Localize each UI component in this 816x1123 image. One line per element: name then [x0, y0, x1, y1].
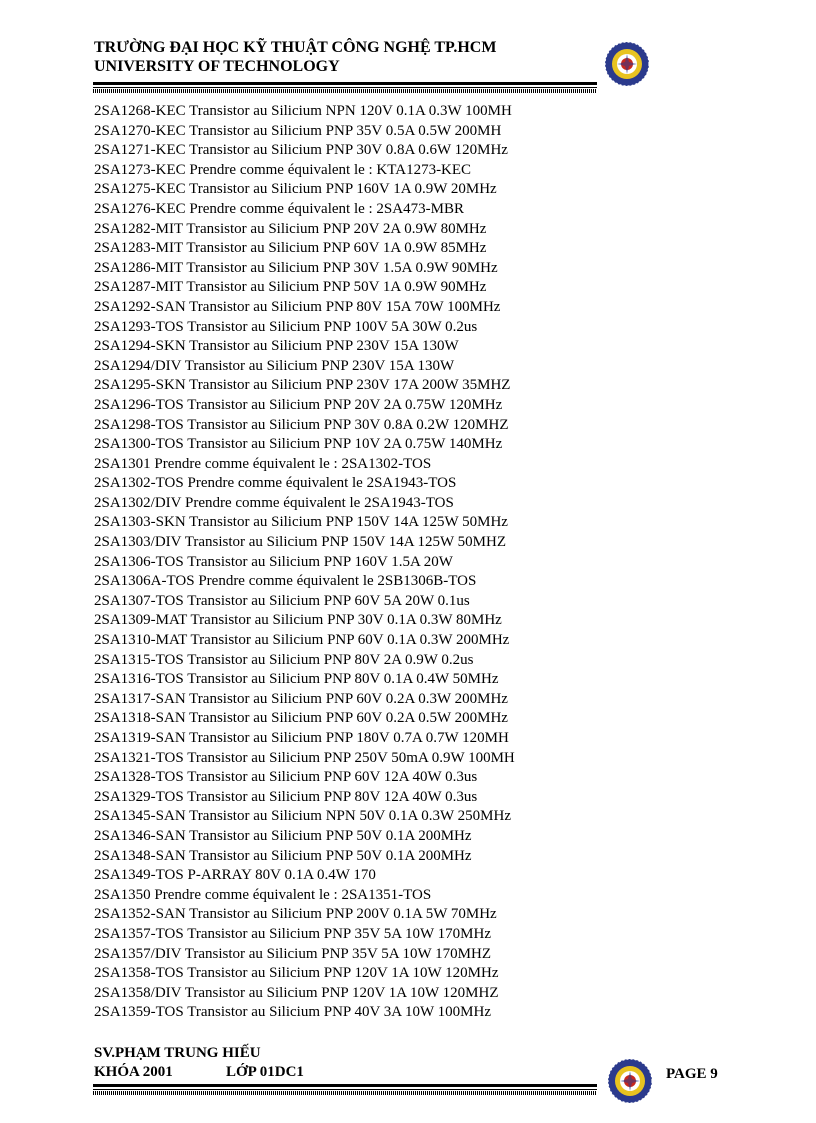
list-item: 2SA1357-TOS Transistor au Silicium PNP 35V 5A 10W 170MHz: [94, 925, 491, 942]
list-item: 2SA1302-TOS Prendre comme équivalent le 2SA1943-TOS: [94, 475, 457, 492]
list-item: 2SA1346-SAN Transistor au Silicium PNP 50V 0.1A 200MHz: [94, 827, 472, 844]
list-item: 2SA1358-TOS Transistor au Silicium PNP 120V 1A 10W 120MHz: [94, 965, 499, 982]
list-item: 2SA1273-KEC Prendre comme équivalent le : KTA1273-KEC: [94, 161, 472, 178]
list-item: 2SA1306-TOS Transistor au Silicium PNP 160V 1.5A 20W: [94, 553, 453, 570]
list-item: 2SA1268-KEC Transistor au Silicium NPN 120V 0.1A 0.3W 100MH: [94, 103, 512, 119]
page-number: PAGE 9: [666, 1066, 718, 1082]
university-logo-footer-icon: [607, 1058, 653, 1104]
list-item: 2SA1307-TOS Transistor au Silicium PNP 60V 5A 20W 0.1us: [94, 592, 470, 609]
list-item: 2SA1328-TOS Transistor au Silicium PNP 60V 12A 40W 0.3us: [94, 769, 478, 786]
list-item: 2SA1349-TOS P-ARRAY 80V 0.1A 0.4W 170: [94, 867, 376, 884]
list-item: 2SA1303/DIV Transistor au Silicium PNP 150V 14A 125W 50MHZ: [94, 534, 506, 551]
list-item: 2SA1298-TOS Transistor au Silicium PNP 30V 0.8A 0.2W 120MHZ: [94, 416, 509, 433]
list-item: 2SA1282-MIT Transistor au Silicium PNP 20V 2A 0.9W 80MHz: [94, 220, 487, 237]
list-item: 2SA1345-SAN Transistor au Silicium NPN 50V 0.1A 0.3W 250MHz: [94, 808, 511, 825]
list-item: 2SA1293-TOS Transistor au Silicium PNP 100V 5A 30W 0.2us: [94, 318, 478, 335]
list-item: 2SA1283-MIT Transistor au Silicium PNP 60V 1A 0.9W 85MHz: [94, 240, 487, 257]
list-item: 2SA1352-SAN Transistor au Silicium PNP 200V 0.1A 5W 70MHz: [94, 906, 497, 923]
list-item: 2SA1294/DIV Transistor au Silicium PNP 230V 15A 130W: [94, 357, 455, 374]
list-item: 2SA1316-TOS Transistor au Silicium PNP 80V 0.1A 0.4W 50MHz: [94, 671, 499, 688]
list-item: 2SA1287-MIT Transistor au Silicium PNP 50V 1A 0.9W 90MHz: [94, 279, 487, 296]
list-item: 2SA1294-SKN Transistor au Silicium PNP 230V 15A 130W: [94, 338, 459, 355]
footer-rule: [93, 1084, 597, 1095]
footer-class: LỚP 01DC1: [226, 1064, 304, 1080]
list-item: 2SA1357/DIV Transistor au Silicium PNP 35V 5A 10W 170MHZ: [94, 945, 491, 962]
list-item: 2SA1302/DIV Prendre comme équivalent le 2SA1943-TOS: [94, 494, 454, 511]
list-item: 2SA1319-SAN Transistor au Silicium PNP 180V 0.7A 0.7W 120MH: [94, 730, 509, 746]
list-item: 2SA1309-MAT Transistor au Silicium PNP 30V 0.1A 0.3W 80MHz: [94, 612, 502, 629]
header-university-vn: TRƯỜNG ĐẠI HỌC KỸ THUẬT CÔNG NGHỆ TP.HCM: [94, 39, 497, 56]
list-item: 2SA1321-TOS Transistor au Silicium PNP 250V 50mA 0.9W 100MH: [94, 749, 515, 766]
page-header: [94, 38, 614, 76]
list-item: 2SA1348-SAN Transistor au Silicium PNP 50V 0.1A 200MHz: [94, 847, 472, 864]
list-item: 2SA1286-MIT Transistor au Silicium PNP 30V 1.5A 0.9W 90MHz: [94, 259, 498, 276]
list-item: 2SA1270-KEC Transistor au Silicium PNP 35V 0.5A 0.5W 200MH: [94, 122, 502, 139]
list-item: 2SA1359-TOS Transistor au Silicium PNP 40V 3A 10W 100MHz: [94, 1004, 491, 1021]
transistor-list: [94, 102, 614, 1023]
list-item: 2SA1318-SAN Transistor au Silicium PNP 60V 0.2A 0.5W 200MHz: [94, 710, 508, 727]
list-item: 2SA1317-SAN Transistor au Silicium PNP 60V 0.2A 0.3W 200MHz: [94, 690, 508, 707]
list-item: 2SA1296-TOS Transistor au Silicium PNP 20V 2A 0.75W 120MHz: [94, 396, 503, 413]
list-item: 2SA1300-TOS Transistor au Silicium PNP 10V 2A 0.75W 140MHz: [94, 436, 503, 453]
list-item: 2SA1303-SKN Transistor au Silicium PNP 150V 14A 125W 50MHz: [94, 514, 508, 531]
footer-course-line: [94, 1063, 304, 1082]
page-footer: [94, 1044, 304, 1082]
footer-student: SV.PHẠM TRUNG HIẾU: [94, 1045, 261, 1061]
list-item: 2SA1310-MAT Transistor au Silicium PNP 60V 0.1A 0.3W 200MHz: [94, 632, 510, 649]
list-item: 2SA1301 Prendre comme équivalent le : 2SA1302-TOS: [94, 455, 432, 472]
header-university-en: UNIVERSITY OF TECHNOLOGY: [94, 58, 340, 75]
list-item: 2SA1292-SAN Transistor au Silicium PNP 80V 15A 70W 100MHz: [94, 298, 501, 315]
list-item: 2SA1271-KEC Transistor au Silicium PNP 30V 0.8A 0.6W 120MHz: [94, 142, 508, 159]
header-rule: [93, 82, 597, 93]
list-item: 2SA1295-SKN Transistor au Silicium PNP 230V 17A 200W 35MHZ: [94, 377, 511, 394]
footer-course: KHÓA 2001: [94, 1064, 173, 1080]
list-item: 2SA1306A-TOS Prendre comme équivalent le 2SB1306B-TOS: [94, 573, 477, 590]
list-item: 2SA1315-TOS Transistor au Silicium PNP 80V 2A 0.9W 0.2us: [94, 651, 474, 668]
list-item: 2SA1275-KEC Transistor au Silicium PNP 160V 1A 0.9W 20MHz: [94, 181, 497, 198]
university-logo-icon: [604, 41, 650, 87]
list-item: 2SA1358/DIV Transistor au Silicium PNP 120V 1A 10W 120MHZ: [94, 984, 499, 1001]
list-item: 2SA1329-TOS Transistor au Silicium PNP 80V 12A 40W 0.3us: [94, 788, 478, 805]
list-item: 2SA1276-KEC Prendre comme équivalent le : 2SA473-MBR: [94, 200, 464, 217]
list-item: 2SA1350 Prendre comme équivalent le : 2SA1351-TOS: [94, 886, 432, 903]
